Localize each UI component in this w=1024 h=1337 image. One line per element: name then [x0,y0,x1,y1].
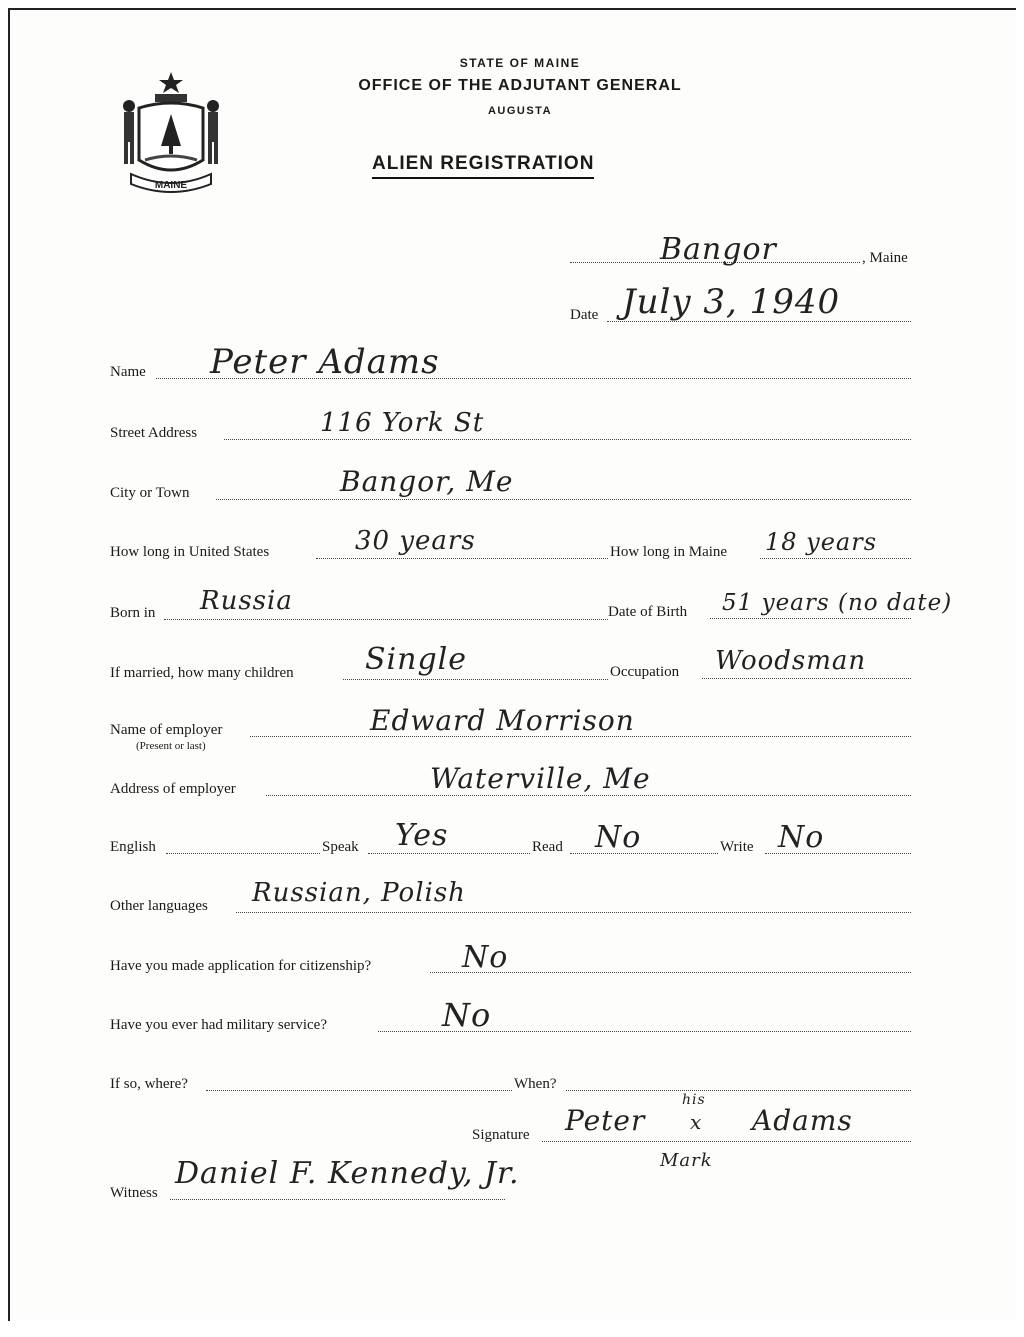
signature-label: Signature [472,1127,530,1143]
citizenship-label: Have you made application for citizenship? [110,958,372,974]
employer-address-label: Address of employer [110,781,236,797]
children-label: If married, how many children [110,665,294,681]
occupation-label: Occupation [610,664,680,680]
born-in-line [164,619,608,620]
signature-mark: Mark [660,1150,713,1171]
other-languages-value: Russian, Polish [252,878,466,908]
military-label: Have you ever had military service? [110,1017,327,1033]
city-heading: AUGUSTA [487,105,553,117]
name-value: Peter Adams [210,342,440,382]
signature-his: his [682,1092,706,1108]
where-label: If so, where? [110,1076,188,1092]
city-town-value: Bangor, Me [340,465,514,498]
name-label: Name [110,364,146,380]
signature-last: Adams [752,1104,853,1137]
children-line [343,679,608,680]
witness-value: Daniel F. Kennedy, Jr. [175,1156,520,1191]
signature-first: Peter [565,1104,646,1137]
citizenship-value: No [462,940,509,975]
how-long-us-line [316,558,608,559]
date-of-birth-line [710,618,911,619]
date-of-birth-label: Date of Birth [608,604,688,620]
employer-address-line [266,795,911,796]
english-label: English [110,839,156,855]
write-label: Write [720,839,754,855]
street-label: Street Address [110,425,198,441]
read-value: No [595,820,642,855]
born-in-value: Russia [200,586,293,616]
employer-note: (Present or last) [136,740,206,752]
date-value: July 3, 1940 [622,282,841,322]
read-line [570,853,718,854]
maine-label: , Maine [862,250,908,266]
other-languages-label: Other languages [110,898,208,914]
employer-label: Name of employer [110,722,223,738]
maine-state-seal [115,68,227,196]
speak-line [368,853,530,854]
speak-value: Yes [395,818,449,853]
write-value: No [778,820,825,855]
other-languages-line [236,912,911,913]
place-value: Bangor [660,232,777,267]
form-title: ALIEN REGISTRATION [372,153,594,179]
how-long-maine-line [760,558,911,559]
date-of-birth-value: 51 years (no date) [722,590,953,616]
city-town-line [216,499,911,500]
english-line [166,853,320,854]
occupation-value: Woodsman [715,646,867,676]
street-value: 116 York St [320,408,485,438]
signature-x: x [690,1110,703,1134]
how-long-us-label: How long in United States [110,544,270,560]
how-long-us-value: 30 years [355,526,476,556]
born-in-label: Born in [110,605,156,621]
speak-label: Speak [322,839,359,855]
when-label: When? [514,1076,557,1092]
military-value: No [442,996,492,1034]
street-line [224,439,911,440]
signature-line [542,1141,911,1142]
office-heading: OFFICE OF THE ADJUTANT GENERAL [358,77,682,94]
witness-line [170,1199,505,1200]
svg-text:MAINE: MAINE [154,180,188,191]
date-label: Date [570,307,599,323]
employer-value: Edward Morrison [370,704,635,737]
how-long-maine-value: 18 years [765,528,878,556]
when-line [566,1090,911,1091]
where-line [206,1090,512,1091]
city-town-label: City or Town [110,485,190,501]
occupation-line [702,678,911,679]
employer-address-value: Waterville, Me [430,762,651,795]
witness-label: Witness [110,1185,158,1201]
children-value: Single [365,642,468,677]
alien-registration-form [8,8,1016,1321]
how-long-maine-label: How long in Maine [610,544,728,560]
read-label: Read [532,839,563,855]
state-heading: STATE OF MAINE [459,56,581,70]
